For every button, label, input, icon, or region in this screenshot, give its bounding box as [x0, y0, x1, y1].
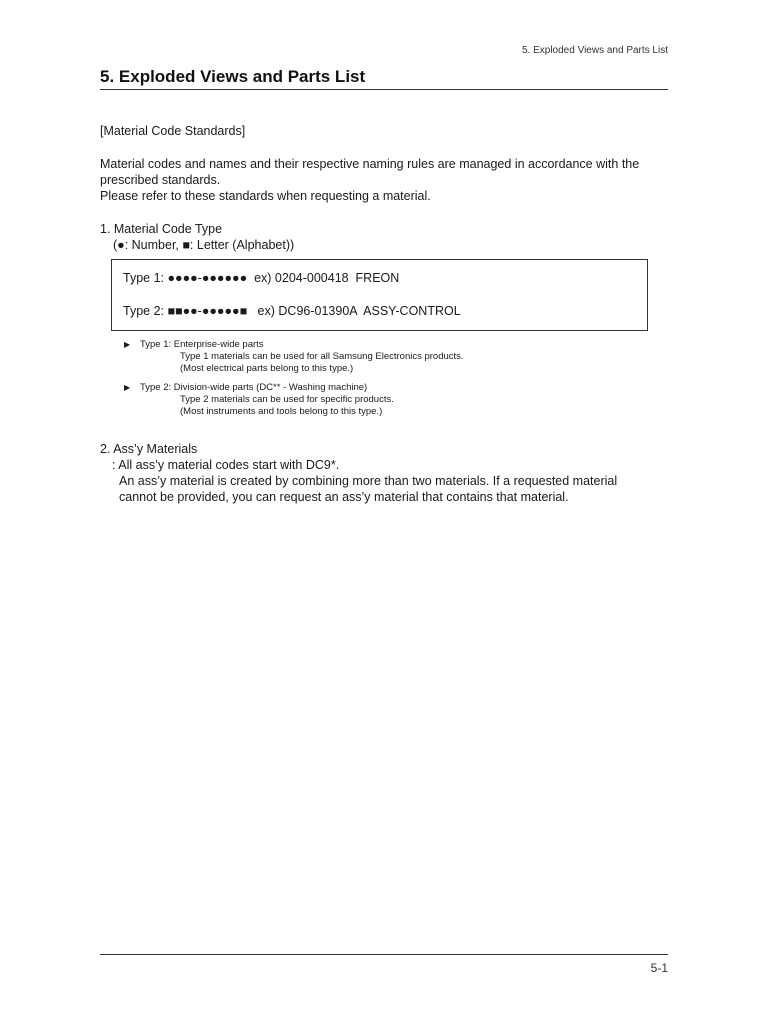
note-label: Type 2: Division-wide parts (DC** - Washing machine): [140, 382, 368, 393]
intro-line: Material codes and names and their respective naming rules are managed in accordance with the: [100, 157, 640, 171]
note-type1: [124, 339, 464, 375]
material-code-type-heading: 1. Material Code Type: [100, 222, 223, 236]
intro-paragraph: [100, 156, 668, 204]
intro-line: Please refer to these standards when requesting a material.: [100, 189, 431, 203]
arrow-right-icon: ▶: [124, 340, 131, 349]
type2-format: Type 2: ■■●●-●●●●●■ ex) DC96-01390A ASSY-CONTROL: [123, 304, 461, 318]
assy-paragraph: [112, 457, 668, 505]
arrow-right-icon: ▶: [124, 383, 131, 392]
section-label: [Material Code Standards]: [100, 124, 246, 138]
note-detail: (Most instruments and tools belong to this type.): [180, 406, 383, 417]
note-type2: [124, 382, 464, 418]
page-number: 5-1: [650, 961, 668, 975]
type1-format: Type 1: ●●●●-●●●●●● ex) 0204-000418 FREON: [123, 271, 400, 285]
assy-line: : All ass’y material codes start with DC9*.: [112, 458, 340, 472]
footer-rule: [100, 954, 668, 955]
assy-line: cannot be provided, you can request an ass’y material that contains that material.: [119, 490, 569, 504]
note-detail: Type 2 materials can be used for specific products.: [180, 394, 394, 405]
intro-line: prescribed standards.: [100, 173, 221, 187]
assy-line: An ass’y material is created by combining more than two materials. If a requested material: [119, 474, 618, 488]
type-notes: [124, 339, 464, 425]
running-header: 5. Exploded Views and Parts List: [521, 45, 668, 56]
symbol-legend: (●: Number, ■: Letter (Alphabet)): [113, 238, 295, 252]
assy-heading: 2. Ass’y Materials: [100, 442, 198, 456]
note-detail: Type 1 materials can be used for all Samsung Electronics products.: [180, 351, 464, 362]
note-label: Type 1: Enterprise-wide parts: [140, 339, 264, 350]
note-detail: (Most electrical parts belong to this type.): [180, 363, 354, 374]
page-title: 5. Exploded Views and Parts List: [100, 66, 668, 90]
code-format-box: [111, 259, 648, 331]
